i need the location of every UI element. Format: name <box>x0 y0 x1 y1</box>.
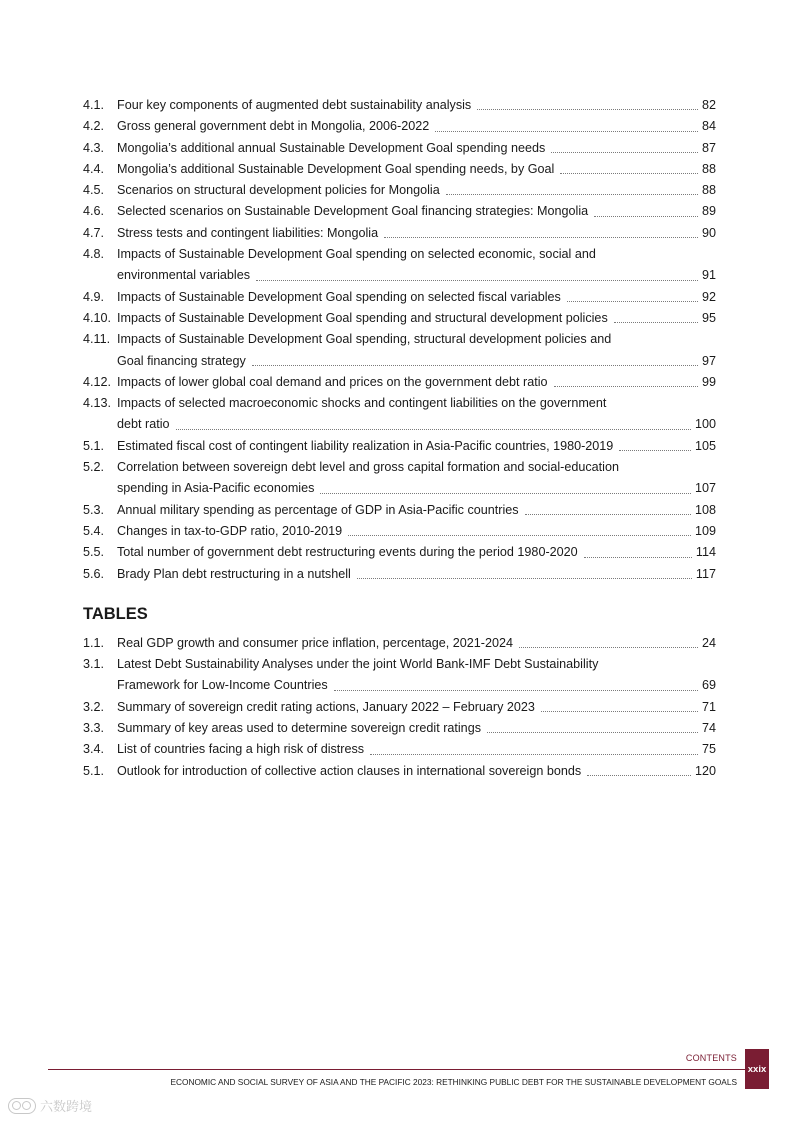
dot-leader <box>487 731 698 733</box>
toc-entry-title-line: Mongolia’s additional annual Sustainable Development Goal spending needs <box>117 140 546 155</box>
toc-entry-page-number: 88 <box>701 183 716 198</box>
watermark-logo-icon <box>8 1098 36 1114</box>
toc-entry[interactable] <box>83 287 716 308</box>
toc-entry[interactable] <box>83 223 716 244</box>
toc-entry[interactable] <box>83 244 716 287</box>
toc-entry-number: 5.2. <box>83 460 105 475</box>
dot-leader <box>587 774 691 776</box>
dot-leader <box>567 300 698 302</box>
toc-entry-title-line: Summary of key areas used to determine sovereign credit ratings <box>117 721 481 736</box>
toc-entry-page-number: 90 <box>701 225 716 240</box>
toc-entry-title-line: Annual military spending as percentage of GDP in Asia-Pacific countries <box>117 502 519 517</box>
toc-entry[interactable] <box>83 329 716 372</box>
toc-entry-number: 5.5. <box>83 545 105 560</box>
toc-entry[interactable] <box>83 116 716 137</box>
dot-leader <box>252 364 698 366</box>
toc-entry[interactable] <box>83 180 716 201</box>
toc-entry-page-number: 114 <box>695 545 716 560</box>
toc-entry-title-line: Correlation between sovereign debt level and gross capital formation and social-education <box>117 460 619 475</box>
dot-leader <box>594 215 698 217</box>
figures-list <box>83 95 716 585</box>
toc-entry-number: 5.1. <box>83 438 105 453</box>
dot-leader <box>525 513 691 515</box>
toc-entry-title-line: Framework for Low-Income Countries <box>117 678 328 693</box>
toc-entry-number: 4.4. <box>83 161 105 176</box>
toc-entry-number: 3.4. <box>83 742 105 757</box>
footer-section-label: CONTENTS <box>685 1053 737 1063</box>
tables-list <box>83 633 716 782</box>
toc-entry-title-line: Impacts of Sustainable Development Goal spending on selected fiscal variables <box>117 289 561 304</box>
toc-entry-number: 4.6. <box>83 204 105 219</box>
toc-entry-page-number: 95 <box>701 310 716 325</box>
toc-entry-title-line: Impacts of Sustainable Development Goal spending and structural development policies <box>117 310 608 325</box>
dot-leader <box>446 193 698 195</box>
toc-entry-page-number: 74 <box>701 721 716 736</box>
toc-entry-title-line: Summary of sovereign credit rating actions, January 2022 – February 2023 <box>117 699 535 714</box>
toc-entry-title-line: Goal financing strategy <box>117 353 246 368</box>
toc-entry-title-line: Impacts of selected macroeconomic shocks and contingent liabilities on the government <box>117 396 607 411</box>
toc-entry-page-number: 108 <box>694 502 716 517</box>
toc-entry[interactable] <box>83 697 716 718</box>
toc-entry[interactable] <box>83 372 716 393</box>
toc-entry[interactable] <box>83 542 716 563</box>
toc-entry-page-number: 97 <box>701 353 716 368</box>
page-number-tab <box>745 1049 769 1089</box>
toc-entry-title-line: Impacts of Sustainable Development Goal spending, structural development policies and <box>117 332 612 347</box>
dot-leader <box>619 449 691 451</box>
toc-entry-page-number: 120 <box>694 763 716 778</box>
toc-entry[interactable] <box>83 564 716 585</box>
toc-entry-number: 4.12. <box>83 374 112 389</box>
dot-leader <box>384 236 698 238</box>
toc-entry-page-number: 117 <box>695 566 716 581</box>
toc-entry-number: 3.3. <box>83 721 105 736</box>
dot-leader <box>541 710 698 712</box>
toc-entry-page-number: 75 <box>701 742 716 757</box>
toc-entry-page-number: 87 <box>701 140 716 155</box>
dot-leader <box>519 646 698 648</box>
toc-entry-number: 5.6. <box>83 566 105 581</box>
toc-entry-number: 5.4. <box>83 523 105 538</box>
dot-leader <box>256 279 698 281</box>
toc-entry-title-line: spending in Asia-Pacific economies <box>117 481 315 496</box>
footer-divider <box>48 1069 745 1070</box>
toc-entry-number: 4.9. <box>83 289 105 304</box>
toc-entry[interactable] <box>83 654 716 697</box>
toc-entry-number: 1.1. <box>83 635 105 650</box>
page-number: xxix <box>747 1063 767 1075</box>
toc-entry-number: 4.8. <box>83 247 105 262</box>
toc-entry-title-line: Real GDP growth and consumer price inflation, percentage, 2021-2024 <box>117 635 514 650</box>
toc-entry-page-number: 100 <box>694 417 716 432</box>
toc-entry[interactable] <box>83 633 716 654</box>
dot-leader <box>320 492 691 494</box>
toc-entry-page-number: 82 <box>701 98 716 112</box>
dot-leader <box>614 321 698 323</box>
toc-entry-title-line: Outlook for introduction of collective action clauses in international sovereign bonds <box>117 763 582 778</box>
toc-entry-number: 5.3. <box>83 502 105 517</box>
dot-leader <box>435 130 698 132</box>
dot-leader <box>477 108 698 110</box>
dot-leader <box>584 556 692 558</box>
toc-entry[interactable] <box>83 393 716 436</box>
toc-entry-title-line: Estimated fiscal cost of contingent liability realization in Asia-Pacific countries, 1980-2019 <box>117 438 614 453</box>
toc-entry[interactable] <box>83 739 716 760</box>
dot-leader <box>370 753 698 755</box>
toc-entry-number: 4.2. <box>83 119 105 134</box>
toc-entry-title-line: Four key components of augmented debt sustainability analysis <box>117 98 472 112</box>
toc-entry-title-line: Latest Debt Sustainability Analyses under the joint World Bank-IMF Debt Sustainability <box>117 657 599 672</box>
toc-entry-page-number: 69 <box>701 678 716 693</box>
toc-entry-page-number: 91 <box>701 268 716 283</box>
toc-entry[interactable] <box>83 718 716 739</box>
toc-entry-number: 4.5. <box>83 183 105 198</box>
toc-entry-title-line: Total number of government debt restructuring events during the period 1980-2020 <box>117 545 578 560</box>
toc-entry[interactable] <box>83 159 716 180</box>
toc-entry-number: 4.3. <box>83 140 105 155</box>
toc-entry-title-line: Stress tests and contingent liabilities: Mongolia <box>117 225 379 240</box>
dot-leader <box>176 428 691 430</box>
toc-entry-page-number: 89 <box>701 204 716 219</box>
toc-entry-title-line: Selected scenarios on Sustainable Development Goal financing strategies: Mongolia <box>117 204 589 219</box>
toc-entry-number: 4.7. <box>83 225 105 240</box>
toc-entry[interactable] <box>83 457 716 500</box>
toc-entry-title-line: Mongolia’s additional Sustainable Development Goal spending needs, by Goal <box>117 161 555 176</box>
toc-entry-title-line: debt ratio <box>117 417 170 432</box>
toc-entry[interactable] <box>83 308 716 329</box>
toc-entry[interactable] <box>83 436 716 457</box>
toc-entry-title-line: Impacts of lower global coal demand and prices on the government debt ratio <box>117 374 548 389</box>
footer-publication-title: ECONOMIC AND SOCIAL SURVEY OF ASIA AND THE PACIFIC 2023: RETHINKING PUBLIC DEBT FOR THE SUSTAINABLE DEVELOPMENT GOALS <box>170 1077 737 1087</box>
toc-entry[interactable] <box>83 201 716 222</box>
toc-entry-title-line: List of countries facing a high risk of distress <box>117 742 365 757</box>
watermark <box>8 1096 92 1115</box>
toc-entry-title-line: environmental variables <box>117 268 251 283</box>
toc-entry-number: 4.1. <box>83 98 105 112</box>
toc-entry-page-number: 84 <box>701 119 716 134</box>
toc-entry-number: 4.13. <box>83 396 112 411</box>
toc-entry-page-number: 99 <box>701 374 716 389</box>
tables-heading: TABLES <box>83 604 148 623</box>
toc-entry-number: 4.10. <box>83 310 112 325</box>
toc-entry[interactable] <box>83 500 716 521</box>
toc-entry[interactable] <box>83 95 716 116</box>
toc-entry-page-number: 109 <box>694 523 716 538</box>
toc-entry-page-number: 88 <box>701 161 716 176</box>
dot-leader <box>560 172 698 174</box>
toc-entry[interactable] <box>83 138 716 159</box>
toc-entry-title-line: Scenarios on structural development policies for Mongolia <box>117 183 440 198</box>
toc-entry-page-number: 92 <box>701 289 716 304</box>
dot-leader <box>348 534 691 536</box>
toc-entry[interactable] <box>83 761 716 782</box>
dot-leader <box>551 151 698 153</box>
toc-entry-page-number: 24 <box>701 635 716 650</box>
toc-entry-page-number: 71 <box>701 699 716 714</box>
toc-entry-title-line: Gross general government debt in Mongolia, 2006-2022 <box>117 119 430 134</box>
toc-entry-number: 4.11. <box>83 332 111 347</box>
dot-leader <box>357 577 692 579</box>
table-of-contents <box>83 95 716 782</box>
toc-entry-title-line: Brady Plan debt restructuring in a nutshell <box>117 566 351 581</box>
watermark-text: 六数跨境 <box>40 1099 93 1114</box>
toc-entry-number: 3.1. <box>83 657 105 672</box>
toc-entry-page-number: 107 <box>694 481 716 496</box>
toc-entry-page-number: 105 <box>694 438 716 453</box>
toc-entry[interactable] <box>83 521 716 542</box>
toc-entry-title-line: Impacts of Sustainable Development Goal spending on selected economic, social and <box>117 247 596 262</box>
toc-entry-title-line: Changes in tax-to-GDP ratio, 2010-2019 <box>117 523 343 538</box>
toc-entry-number: 3.2. <box>83 699 105 714</box>
dot-leader <box>334 689 698 691</box>
dot-leader <box>554 385 698 387</box>
toc-entry-number: 5.1. <box>83 763 105 778</box>
